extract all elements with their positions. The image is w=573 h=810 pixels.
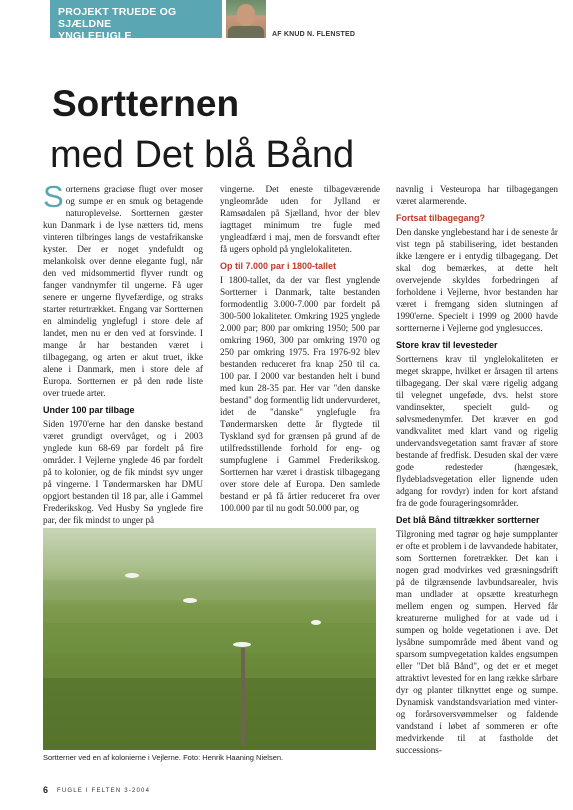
section-label-line1: PROJEKT TRUEDE OG SJÆLDNE xyxy=(58,6,177,30)
body-paragraph: Sortternens krav til ynglelokaliteten er meget skrappe, hvilket er årsagen til artens tilbagegang. Der skal være rigelig adgang til velegnet ungeføde, dvs. helst store vandinsekter, specielt guld- og sølvsmedenymfer. Det kræver en god vandkvalitet med klart vand og rigelig undervandsvegetation samt fravær af store bestande af fredfisk. Desuden skal der være gode redesteder (hængesæk, flydebladsvegetation eller lignende uden adgang for rovdyr) inden for kort afstand fra de gode fourageringsområder. xyxy=(396,354,558,508)
author-shirt xyxy=(228,26,264,38)
publication-footer: FUGLE I FELTEN 3-2004 xyxy=(57,788,151,794)
article-column-1 xyxy=(43,183,203,528)
photo-marsh-band xyxy=(43,623,376,653)
tern-bird xyxy=(233,642,251,647)
headline-line2: med Det blå Bånd xyxy=(50,134,355,176)
wetland-photo xyxy=(43,528,376,750)
author-byline: AF KNUD N. FLENSTED xyxy=(272,31,356,38)
intro-paragraph xyxy=(43,183,203,399)
body-paragraph: Siden 1970'erne har den danske bestand været grundigt overvåget, og i 2003 ynglede kun 68-69 par fordelt på fire områder. I Vejlerne ynglede 46 par fordelt på to kolonier, og de fik mindst syv unger på vingerne. I Tøndermarsken har DMU opgjort bestanden til 18 par, alle i Gammel Frederikskog. Ved Husby Sø ynglede fire par, der fik mindst to unger på xyxy=(43,419,203,525)
photo-reed-band xyxy=(43,580,376,600)
continuation-paragraph: navnlig i Vesteuropa har tilbagegangen været alarmerende. xyxy=(396,184,558,206)
fence-post xyxy=(241,648,245,746)
author-face xyxy=(237,4,255,26)
headline-line1: Sortternen xyxy=(52,83,240,124)
subheading-blaa-baand: Det blå Bånd tiltrækker sortterner xyxy=(396,515,540,525)
continuation-paragraph: vingerne. Det eneste tilbageværende yngleområde uden for Jylland er Ramsødalen på Sjælland, hvor der blev iagttaget minimum tre fugle med yngleadfærd i maj, men de forsvandt efter få ugers ophold på ynglelokaliteten. xyxy=(220,184,380,254)
body-paragraph: I 1800-tallet, da der var flest ynglende Sortterner i Danmark, talte bestanden formodentlig 3.000-7.000 par fordelt på 300-500 lokaliteter. Omkring 1925 ynglede 2.000 par; 800 par omkring 1950; 500 par omkring 1960, 300 par omkring 1970 og 250 par omkring 1975. Fra 1976-92 blev bestanden reduceret fra knap 250 til ca. 100 par. I 2000 var bestanden helt i bund med kun 28-35 par. Her var "den danske bestand" dog formentlig lidt undervurderet, idet de "danske" ynglefugle fra Tøndermarsken dette år flygtede til Tyskland syd for grænsen på grund af de utilfredsstillende forhold for eng- og sumpfuglene i Gammel Frederikskog. Sortternen har været i drastisk tilbagegang over store dele af Europa. Den samlede bestand er på få årtier reduceret fra over 100.000 par til nu godt 50.000 par, og xyxy=(220,275,380,513)
article-column-3 xyxy=(396,183,558,767)
intro-text: orternens graciøse flugt over moser og sumpe er en smuk og betagende naturoplevelse. Sortternen gæster kun Danmark i de lyse nætters tid, mens vinteren tilbringes langs de vestafrikanske kyster. Der er noget yndefuldt og melankolsk over denne elegante fugl, når den ved midsommertid flyver rundt og fanger vandnymfer til ungerne. Få uger senere er ungerne flyvefærdige, og straks starter returtrækket. Engang var Sortternen en almindelig ynglefugl i store dele af landet, men nu er den ved at forsvinde. I mange år har bestanden været i tilbagegang, og arten er akut truet, ikke alene i Danmark, men i store dele af Europa. Sortternen er på den røde liste over truede arter. xyxy=(43,184,203,398)
tern-bird xyxy=(125,573,139,578)
drop-cap: S xyxy=(43,183,64,214)
body-paragraph: Tilgroning med tagrør og høje sumpplanter er ofte et problem i de lavvandede habitater, som Sortternen foretrækker. Det kan i nogen grad modvirkes ved græsningsdrift på de tilgrænsende lavbundsarealer, hvis man undlader at opsætte kreaturhegn mellem engen og sumpen. Herved får kreaturerne mulighed for at vade ud i sumpen og holde vegetationen i ave. Det lysåbne sumpområde med åbent vand og sparsom sumpvegetation kaldes engsumpen eller "Det blå Bånd", og det er et meget attraktivt levested for en lang række sårbare dyr og planter tilknyttet enge og sumpe. Dynamisk vandstandsvariation med vinter- og forårsoversvømmelser og faldende vandstand i løbet af sommeren er ofte medvirkende til at fastholde det successions- xyxy=(396,529,558,755)
page-number: 6 xyxy=(43,785,49,795)
subheading-fortsat-tilbagegang: Fortsat tilbagegang? xyxy=(396,213,486,223)
author-photo xyxy=(226,0,266,38)
subheading-7000-par: Op til 7.000 par i 1800-tallet xyxy=(220,261,337,271)
article-column-2 xyxy=(220,183,380,528)
tern-bird xyxy=(183,598,197,603)
subheading-store-krav: Store krav til levesteder xyxy=(396,340,498,350)
body-paragraph: Den danske ynglebestand har i de seneste år vist tegn på stabilisering, idet bestanden ikke længere er i entydig tilbagegang. Det skal dog bemærkes, at dette helt overvejende skyldes forbedringen af forholdene i Vejlerne, hvor bestanden har været i fremgang siden slutningen af 1990'erne. Specielt i 1999 og 2000 havde sortternerne i Vejlerne god ynglesucces. xyxy=(396,227,558,333)
tern-bird xyxy=(311,620,321,625)
section-label-line2: YNGLEFUGLE xyxy=(58,30,132,42)
photo-caption: Sortterner ved en af kolonierne i Vejlerne. Foto: Henrik Haaning Nielsen. xyxy=(43,753,284,762)
section-banner xyxy=(50,0,222,42)
photo-foreground-grass xyxy=(43,678,376,750)
subheading-under-100: Under 100 par tilbage xyxy=(43,405,135,415)
